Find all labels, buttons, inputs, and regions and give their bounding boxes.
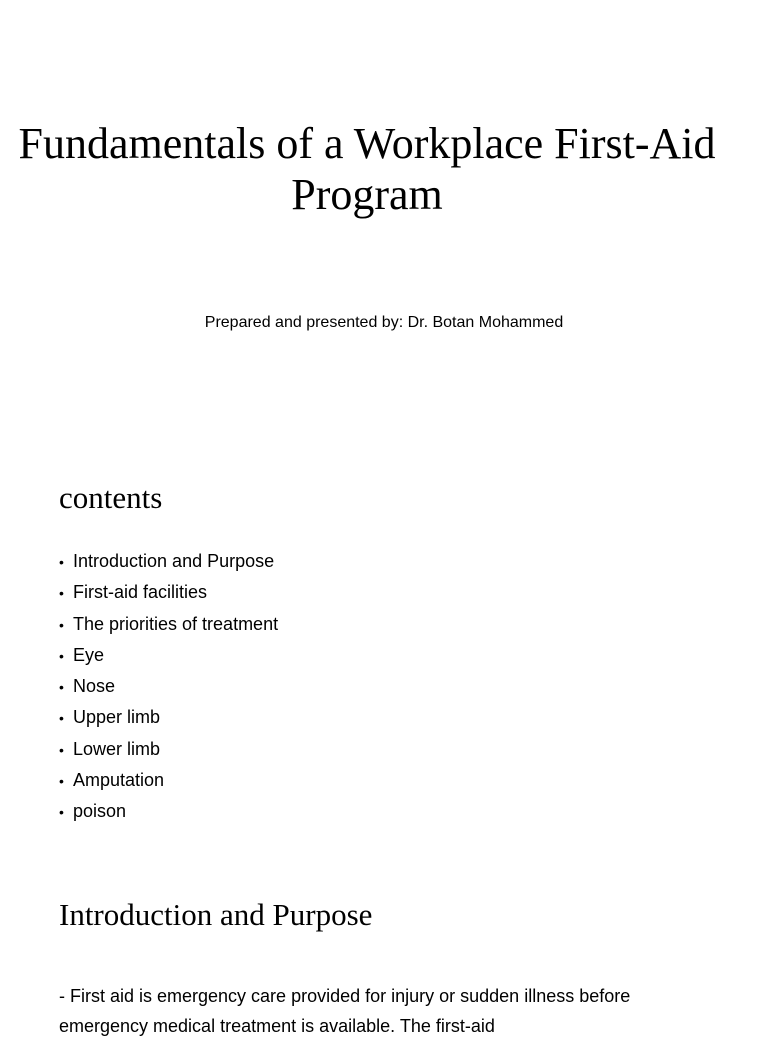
list-item <box>59 765 278 796</box>
list-item-label: First-aid facilities <box>73 582 208 603</box>
introduction-heading: Introduction and Purpose <box>59 897 373 932</box>
contents-list <box>59 546 278 828</box>
list-item <box>59 702 278 733</box>
list-item <box>59 671 278 702</box>
bullet-icon: • <box>59 773 64 790</box>
bullet-icon: • <box>59 679 64 696</box>
bullet-icon: • <box>59 647 64 664</box>
list-item <box>59 640 278 671</box>
list-item <box>59 796 278 827</box>
bullet-icon: • <box>59 804 64 821</box>
contents-slide <box>0 432 768 864</box>
introduction-body: - First aid is emergency care provided for injury or sudden illness before emergency medical treatment is available. The first-aid <box>59 986 631 1036</box>
bullet-icon: • <box>59 554 64 570</box>
bullet-icon: • <box>59 616 64 633</box>
list-item <box>59 546 278 577</box>
title-slide <box>0 0 768 432</box>
list-item-label: Introduction and Purpose <box>73 551 275 571</box>
list-item-label: Upper limb <box>73 707 161 728</box>
list-item-label: Amputation <box>73 770 165 791</box>
list-item-label: poison <box>73 801 127 822</box>
bullet-icon: • <box>59 741 64 758</box>
list-item-label: Eye <box>73 644 105 665</box>
introduction-slide <box>0 864 768 1036</box>
list-item <box>59 609 278 640</box>
list-item-label: Nose <box>73 676 116 697</box>
bullet-icon: • <box>59 585 64 602</box>
list-item-label: The priorities of treatment <box>73 613 279 634</box>
list-item-label: Lower limb <box>73 738 161 759</box>
list-item <box>59 577 278 608</box>
presenter-credit: Prepared and presented by: Dr. Botan Mohammed <box>204 314 564 331</box>
list-item <box>59 734 278 765</box>
contents-heading: contents <box>59 480 163 515</box>
presentation-title: Fundamentals of a Workplace First-Aid Program <box>18 119 716 219</box>
bullet-icon: • <box>59 710 64 727</box>
